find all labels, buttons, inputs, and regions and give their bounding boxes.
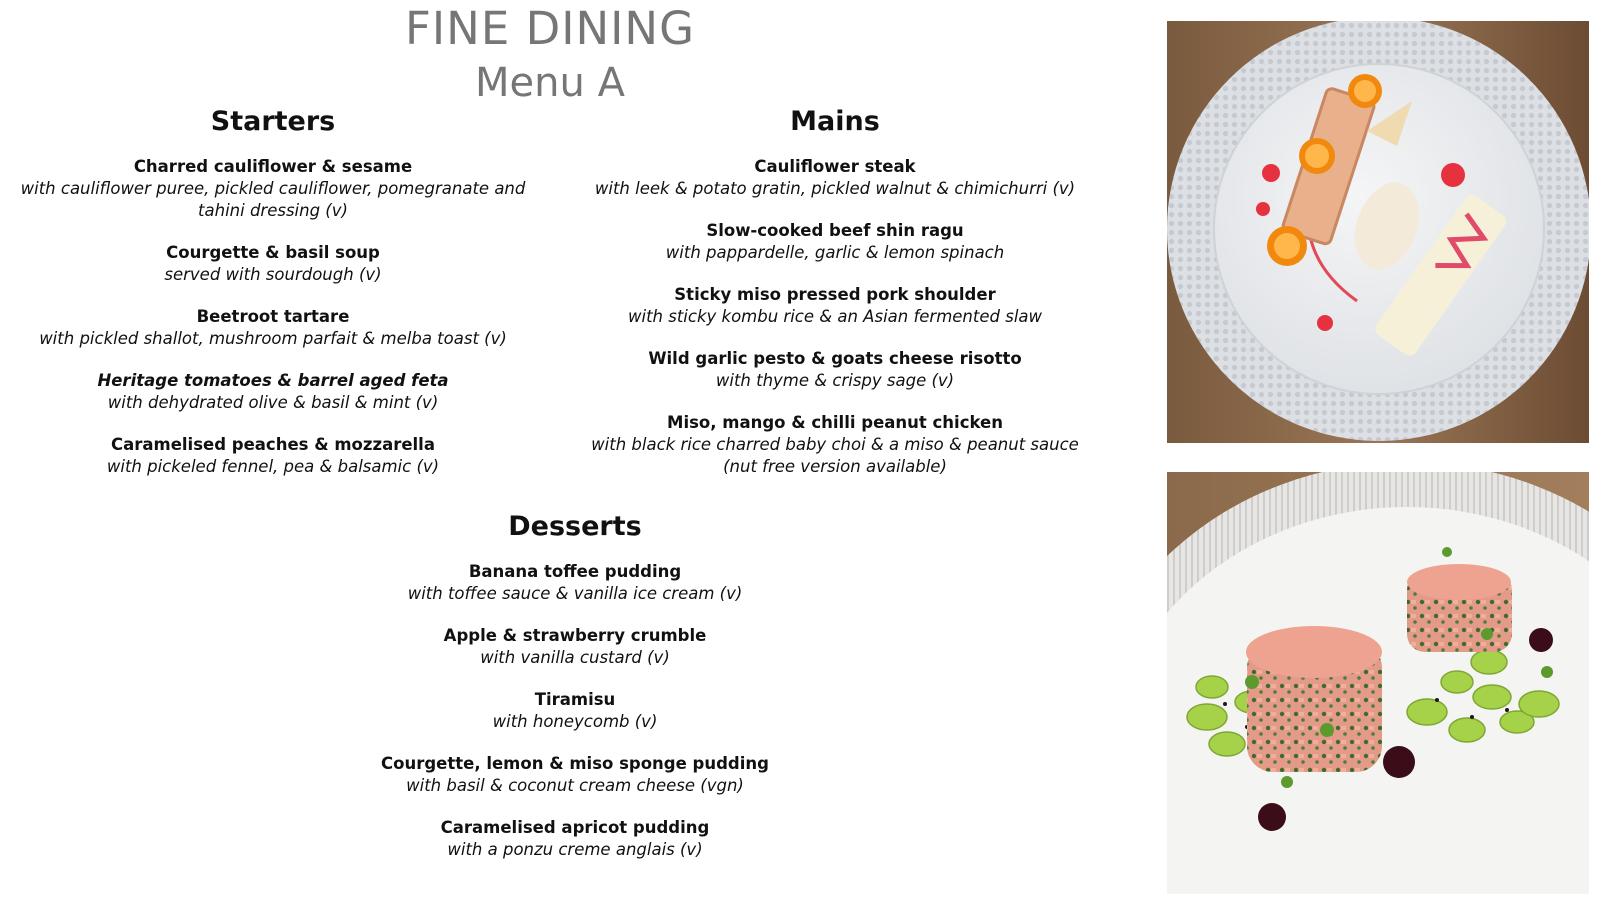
desserts-heading: Desserts: [508, 511, 642, 542]
dish-description: with dehydrated olive & basil & mint (v): [107, 393, 439, 412]
dish-description: with honeycomb (v): [492, 712, 658, 731]
page-title: FINE DINING: [405, 2, 695, 55]
menu-item: [0, 306, 546, 350]
dish-name: Slow-cooked beef shin ragu: [706, 221, 964, 240]
menu-item: [575, 412, 1095, 478]
dish-name: Beetroot tartare: [196, 307, 350, 326]
dish-description: with a ponzu creme anglais (v): [447, 840, 703, 859]
dish-name: Wild garlic pesto & goats cheese risotto: [648, 349, 1022, 368]
menu-item: [350, 689, 800, 733]
starters-heading: Starters: [210, 106, 336, 137]
dish-name: Apple & strawberry crumble: [443, 626, 707, 645]
dish-description: with cauliflower puree, pickled cauliflower, pomegranate and tahini dressing (v): [20, 179, 526, 220]
dish-description: with sticky kombu rice & an Asian fermented slaw: [627, 307, 1043, 326]
dish-name: Sticky miso pressed pork shoulder: [674, 285, 996, 304]
dish-description: with pappardelle, garlic & lemon spinach: [665, 243, 1005, 262]
dish-description: with pickled shallot, mushroom parfait & melba toast (v): [39, 329, 507, 348]
mains-section: [575, 106, 1095, 498]
page-subtitle: Menu A: [475, 60, 625, 106]
dish-description: with basil & coconut cream cheese (vgn): [406, 776, 744, 795]
menu-item: [575, 220, 1095, 264]
menu-item: [350, 561, 800, 605]
starters-section: [0, 106, 546, 498]
dessert-plate-photo: [1167, 21, 1589, 443]
dish-description: with leek & potato gratin, pickled walnut & chimichurri (v): [594, 179, 1076, 198]
menu-item: [575, 156, 1095, 200]
dish-name: Charred cauliflower & sesame: [133, 157, 413, 176]
dish-description: served with sourdough (v): [164, 265, 382, 284]
dish-description: with pickeled fennel, pea & balsamic (v): [106, 457, 440, 476]
dish-name: Banana toffee pudding: [468, 562, 682, 581]
dish-name: Caramelised peaches & mozzarella: [111, 435, 435, 454]
menu-item: [0, 434, 546, 478]
salmon-terrine-photo: [1167, 472, 1589, 894]
mains-heading: Mains: [790, 106, 880, 137]
dish-name: Caramelised apricot pudding: [440, 818, 710, 837]
dish-name: Tiramisu: [534, 690, 616, 709]
dish-name: Miso, mango & chilli peanut chicken: [667, 413, 1003, 432]
menu-item: [575, 284, 1095, 328]
menu-item: [0, 156, 546, 222]
dish-description: with vanilla custard (v): [480, 648, 670, 667]
menu-item: [0, 242, 546, 286]
dish-name: Courgette & basil soup: [166, 243, 380, 262]
dish-name: Heritage tomatoes & barrel aged feta: [97, 371, 449, 390]
menu-item: [350, 817, 800, 861]
dish-name: Courgette, lemon & miso sponge pudding: [381, 754, 769, 773]
menu-item: [350, 625, 800, 669]
menu-item: [350, 753, 800, 797]
desserts-section: [350, 511, 800, 881]
dish-name: Cauliflower steak: [754, 157, 916, 176]
dish-description: with black rice charred baby choi & a miso & peanut sauce (nut free version available): [591, 435, 1079, 476]
menu-item: [575, 348, 1095, 392]
dish-description: with toffee sauce & vanilla ice cream (v): [407, 584, 743, 603]
menu-item: [0, 370, 546, 414]
dish-description: with thyme & crispy sage (v): [715, 371, 955, 390]
